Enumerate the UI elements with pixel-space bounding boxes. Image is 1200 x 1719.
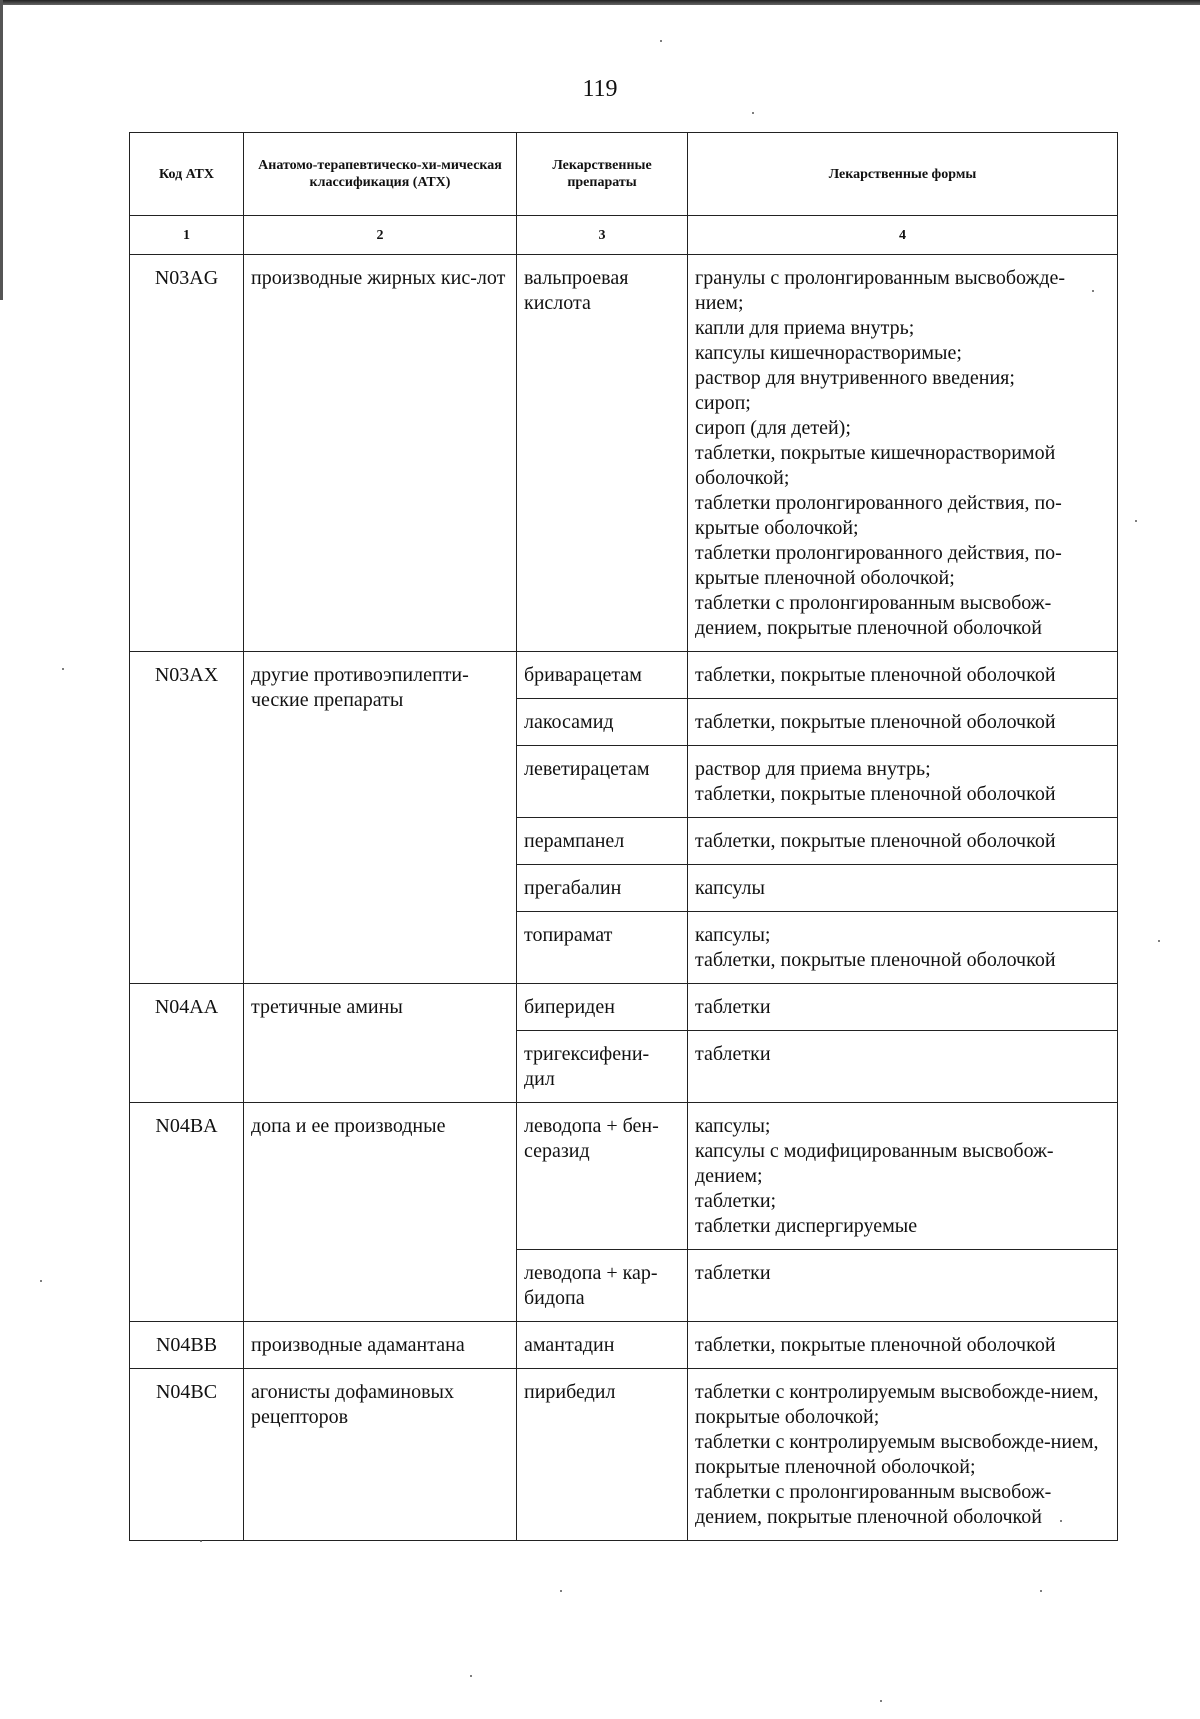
- dosage-form-line: таблетки, покрытые пленочной оболочкой: [695, 783, 1056, 805]
- dosage-form-line: капсулы: [695, 877, 765, 899]
- drug-cell: леветирацетам: [517, 746, 688, 818]
- column-number: 1: [130, 216, 244, 255]
- scan-speck: [1158, 940, 1160, 942]
- dosage-form-line: таблетки с контролируемым высвобожде-нием, покрытые пленочной оболочкой;: [695, 1431, 1099, 1478]
- table-row: [130, 984, 1118, 1031]
- dosage-form-line: капсулы;: [695, 1115, 771, 1137]
- scan-speck: [1040, 1590, 1042, 1592]
- column-number: 4: [688, 216, 1118, 255]
- column-number-row: [130, 216, 1118, 255]
- dosage-forms-cell: [688, 699, 1118, 746]
- header-classification: Анатомо-терапевтическо-хи-мическая классификация (АТХ): [244, 133, 517, 216]
- drug-cell: прегабалин: [517, 865, 688, 912]
- classification-cell: допа и ее производные: [244, 1103, 517, 1322]
- scan-speck: [560, 1590, 562, 1592]
- atx-code-cell: N04BB: [130, 1322, 244, 1369]
- dosage-forms-cell: [688, 1031, 1118, 1103]
- scan-edge-top: [0, 0, 1200, 5]
- dosage-form-line: таблетки пролонгированного действия, по-крытые пленочной оболочкой;: [695, 542, 1062, 589]
- dosage-form-line: таблетки с контролируемым высвобожде-нием, покрытые оболочкой;: [695, 1381, 1099, 1428]
- atx-code-cell: N03AX: [130, 652, 244, 984]
- drug-cell: бипериден: [517, 984, 688, 1031]
- classification-cell: другие противоэпилепти-ческие препараты: [244, 652, 517, 984]
- column-number: 3: [517, 216, 688, 255]
- dosage-form-line: капсулы;: [695, 924, 771, 946]
- classification-cell: производные жирных кис-лот: [244, 255, 517, 652]
- scan-speck: [1135, 520, 1137, 522]
- scan-speck: [62, 668, 64, 670]
- header-row: [130, 133, 1118, 216]
- dosage-form-line: таблетки, покрытые пленочной оболочкой: [695, 949, 1056, 971]
- dosage-form-line: сироп;: [695, 392, 751, 414]
- dosage-form-line: капсулы кишечнорастворимые;: [695, 342, 962, 364]
- dosage-forms-cell: [688, 1250, 1118, 1322]
- drug-cell: леводопа + бен-серазид: [517, 1103, 688, 1250]
- drug-cell: лакосамид: [517, 699, 688, 746]
- atx-code-cell: N03AG: [130, 255, 244, 652]
- classification-cell: агонисты дофаминовых рецепторов: [244, 1369, 517, 1541]
- dosage-forms-cell: [688, 865, 1118, 912]
- scan-speck: [470, 1675, 472, 1677]
- atx-code-cell: N04BA: [130, 1103, 244, 1322]
- page-number: 119: [582, 76, 618, 102]
- dosage-form-line: таблетки, покрытые кишечнорастворимой оболочкой;: [695, 442, 1056, 489]
- dosage-form-line: таблетки: [695, 1262, 771, 1284]
- table-row: [130, 1369, 1118, 1541]
- header-code: Код АТХ: [130, 133, 244, 216]
- dosage-form-line: таблетки, покрытые пленочной оболочкой: [695, 1334, 1056, 1356]
- dosage-forms-cell: [688, 912, 1118, 984]
- drug-cell: амантадин: [517, 1322, 688, 1369]
- classification-cell: третичные амины: [244, 984, 517, 1103]
- drug-cell: бриварацетам: [517, 652, 688, 699]
- drug-cell: топирамат: [517, 912, 688, 984]
- dosage-form-line: сироп (для детей);: [695, 417, 851, 439]
- table-row: [130, 255, 1118, 652]
- table-row: [130, 1103, 1118, 1250]
- classification-cell: производные адамантана: [244, 1322, 517, 1369]
- table-body: [130, 255, 1118, 1541]
- dosage-form-line: таблетки, покрытые пленочной оболочкой: [695, 830, 1056, 852]
- dosage-forms-cell: [688, 652, 1118, 699]
- scan-speck: [200, 1540, 202, 1542]
- scan-edge-left: [0, 0, 3, 300]
- dosage-form-line: таблетки, покрытые пленочной оболочкой: [695, 664, 1056, 686]
- atx-code-cell: N04BC: [130, 1369, 244, 1541]
- atx-code-cell: N04AA: [130, 984, 244, 1103]
- dosage-form-line: таблетки: [695, 996, 771, 1018]
- dosage-forms-cell: [688, 1322, 1118, 1369]
- scan-speck: [660, 40, 662, 42]
- table-row: [130, 1322, 1118, 1369]
- header-drugs: Лекарственные препараты: [517, 133, 688, 216]
- dosage-form-line: таблетки диспергируемые: [695, 1215, 918, 1237]
- dosage-forms-cell: [688, 818, 1118, 865]
- header-forms: Лекарственные формы: [688, 133, 1118, 216]
- scan-speck: [880, 1700, 882, 1702]
- dosage-forms-cell: [688, 1103, 1118, 1250]
- scan-speck: [40, 1280, 42, 1282]
- drug-cell: пирибедил: [517, 1369, 688, 1541]
- dosage-form-line: таблетки, покрытые пленочной оболочкой: [695, 711, 1056, 733]
- dosage-form-line: таблетки;: [695, 1190, 777, 1212]
- scan-speck: [1092, 290, 1094, 292]
- dosage-form-line: капсулы с модифицированным высвобож-дением;: [695, 1140, 1054, 1187]
- dosage-form-line: гранулы с пролонгированным высвобожде-нием;: [695, 267, 1066, 314]
- drug-cell: вальпроевая кислота: [517, 255, 688, 652]
- dosage-form-line: таблетки с пролонгированным высвобож-дением, покрытые пленочной оболочкой: [695, 1481, 1052, 1528]
- table-row: [130, 652, 1118, 699]
- drug-cell: перампанел: [517, 818, 688, 865]
- atx-table: [129, 132, 1118, 1541]
- dosage-forms-cell: [688, 746, 1118, 818]
- drug-cell: леводопа + кар-бидопа: [517, 1250, 688, 1322]
- dosage-form-line: раствор для приема внутрь;: [695, 758, 931, 780]
- dosage-form-line: таблетки: [695, 1043, 771, 1065]
- column-number: 2: [244, 216, 517, 255]
- dosage-forms-cell: [688, 984, 1118, 1031]
- dosage-forms-cell: [688, 255, 1118, 652]
- dosage-form-line: таблетки пролонгированного действия, по-крытые оболочкой;: [695, 492, 1062, 539]
- dosage-forms-cell: [688, 1369, 1118, 1541]
- dosage-form-line: таблетки с пролонгированным высвобож-дением, покрытые пленочной оболочкой: [695, 592, 1052, 639]
- dosage-form-line: раствор для внутривенного введения;: [695, 367, 1015, 389]
- scan-speck: [752, 112, 754, 114]
- scan-speck: [1060, 1520, 1062, 1522]
- drug-cell: тригексифени-дил: [517, 1031, 688, 1103]
- dosage-form-line: капли для приема внутрь;: [695, 317, 915, 339]
